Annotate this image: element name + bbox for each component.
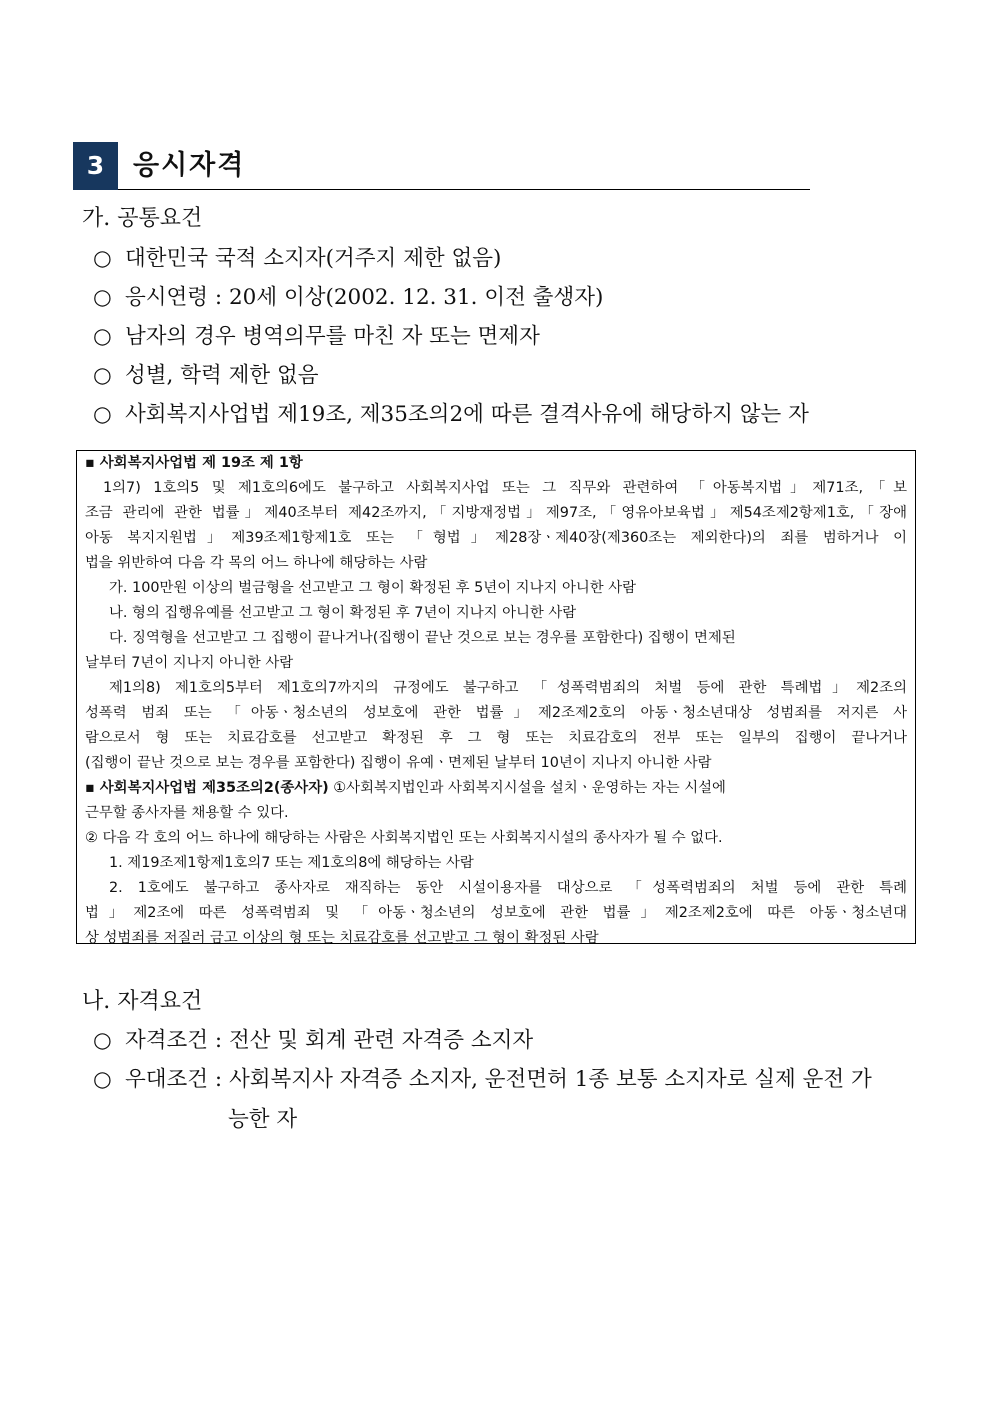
common-item: ○ 사회복지사업법 제19조, 제35조의2에 따른 결격사유에 해당하지 않는 자 [93,399,809,431]
section-header [73,142,810,190]
circle-bullet-icon: ○ [93,285,112,310]
law-line: 나. 형의 집행유예를 선고받고 그 형이 확정된 후 7년이 지나지 아니한 사람 [109,605,577,621]
circle-bullet-icon: ○ [93,324,112,349]
qualification-item: ○ 자격조건 : 전산 및 회계 관련 자격증 소지자 [93,1025,533,1057]
common-item: ○ 대한민국 국적 소지자(거주지 제한 없음) [93,243,501,275]
common-item: ○ 응시연령 : 20세 이상(2002. 12. 31. 이전 출생자) [93,282,603,314]
law-line: 법」제2조에 따른 성폭력범죄 및 「아동ㆍ청소년의 성보호에 관한 법률」제2조제2호에 따른 아동ㆍ청소년대 [85,905,907,921]
law-line: 다. 징역형을 선고받고 그 집행이 끝나거나(집행이 끝난 것으로 보는 경우를 포함한다) 집행이 면제된 [109,630,736,646]
law-line: 1. 제19조제1항제1호의7 또는 제1호의8에 해당하는 사람 [109,855,474,871]
circle-bullet-icon: ○ [93,246,112,271]
law-line: ② 다음 각 호의 어느 하나에 해당하는 사람은 사회복지법인 또는 사회복지시설의 종사자가 될 수 없다. [85,830,723,846]
qualification-heading: 나. 자격요건 [82,989,203,1014]
law-title: ▪ 사회복지사업법 제 19조 제 1항 [85,455,303,471]
common-item: ○ 남자의 경우 병역의무를 마친 자 또는 면제자 [93,321,540,353]
law-line: (집행이 끝난 것으로 보는 경우를 포함한다) 집행이 유예ㆍ면제된 날부터 10년이 지나지 아니한 사람 [85,755,712,771]
law-line: 조금 관리에 관한 법률」제40조부터 제42조까지,「지방재정법」제97조,「영유아보육법」제54조제2항제1호,「장애 [85,505,907,521]
law-line: 성폭력 범죄 또는 「아동ㆍ청소년의 성보호에 관한 법률」제2조제2호의 아동ㆍ청소년대상 성범죄를 저지른 사 [85,705,907,721]
law-line: 람으로서 형 또는 치료감호를 선고받고 확정된 후 그 형 또는 치료감호의 전부 또는 일부의 집행이 끝나거나 [85,730,907,746]
law-line: 날부터 7년이 지나지 아니한 사람 [85,655,294,671]
qualification-item-continuation: 능한 자 [228,1107,298,1132]
section-underline [118,189,810,190]
law-line: 가. 100만원 이상의 벌금형을 선고받고 그 형이 확정된 후 5년이 지나지 아니한 사람 [109,580,637,596]
law-line: 법을 위반하여 다음 각 목의 어느 하나에 해당하는 사람 [85,555,428,571]
common-item: ○ 성별, 학력 제한 없음 [93,360,319,392]
law-line: 상 성범죄를 저질러 금고 이상의 형 또는 치료감호를 선고받고 그 형이 확정된 사람 [85,930,599,946]
law-line: 1의7) 1호의5 및 제1호의6에도 불구하고 사회복지사업 또는 그 직무와 관련하여 「아동복지법」제71조,「보 [103,480,907,496]
circle-bullet-icon: ○ [93,1067,112,1092]
law-line: 제1의8) 제1호의5부터 제1호의7까지의 규정에도 불구하고 「성폭력범죄의 처벌 등에 관한 특례법」제2조의 [109,680,907,696]
section-number: 3 [73,142,118,190]
qualification-item: ○ 우대조건 : 사회복지사 자격증 소지자, 운전면허 1종 보통 소지자로 실제 운전 가 [93,1064,872,1096]
circle-bullet-icon: ○ [93,1028,112,1053]
law-line: 근무할 종사자를 채용할 수 있다. [85,805,289,821]
common-requirements-heading: 가. 공통요건 [82,206,203,231]
law-line: 아동 복지지원법」제39조제1항제1호 또는 「형법」제28장ㆍ제40장(제360조는 제외한다)의 죄를 범하거나 이 [85,530,907,546]
section-title: 응시자격 [133,150,246,181]
law-excerpt-box [76,450,916,944]
law-line: 2. 1호에도 불구하고 종사자로 재직하는 동안 시설이용자를 대상으로 「성폭력범죄의 처벌 등에 관한 특례 [109,880,907,896]
circle-bullet-icon: ○ [93,402,112,427]
circle-bullet-icon: ○ [93,363,112,388]
law-title: ▪ 사회복지사업법 제35조의2(종사자) ①사회복지법인과 사회복지시설을 설치ㆍ운영하는 자는 시설에 [85,780,726,796]
